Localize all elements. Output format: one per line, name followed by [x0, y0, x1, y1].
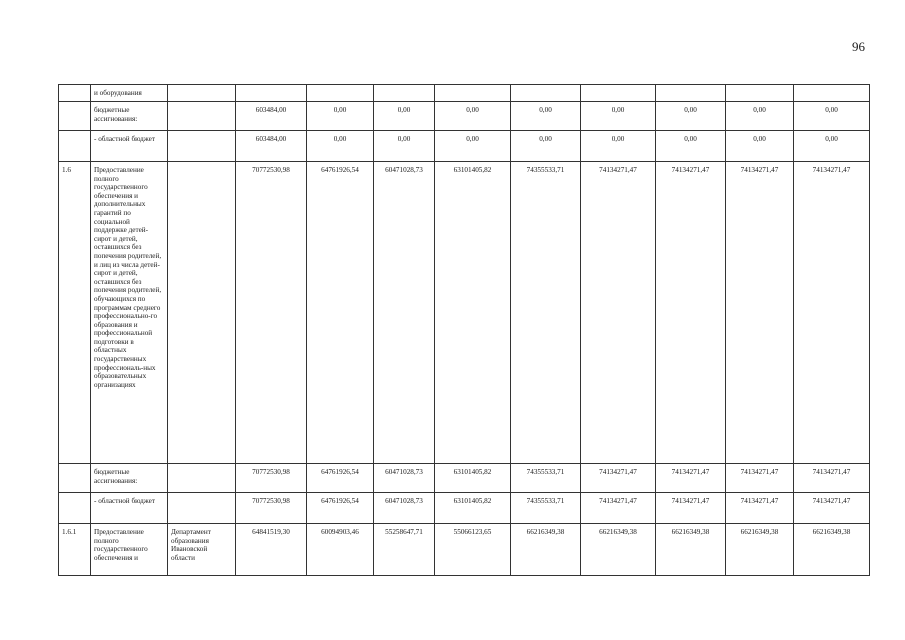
row-executor-cell [168, 85, 236, 102]
row-value-cell: 74355533,71 [511, 464, 581, 493]
row-value-cell: 64761926,54 [307, 464, 374, 493]
row-code-cell: 1.6 [59, 162, 91, 464]
row-value-cell: 0,00 [656, 131, 726, 162]
row-value-cell [794, 85, 870, 102]
page-number: 96 [852, 39, 865, 54]
row-value-cell: 64761926,54 [307, 162, 374, 464]
row-value-cell: 74134271,47 [656, 493, 726, 524]
row-value-cell: 74355533,71 [511, 162, 581, 464]
row-value-cell: 66216349,38 [581, 524, 656, 576]
row-value-cell: 70772530,98 [236, 162, 307, 464]
row-value-cell: 0,00 [794, 131, 870, 162]
row-value-cell: 0,00 [794, 102, 870, 131]
table-row [59, 85, 870, 102]
row-value-cell: 74134271,47 [794, 162, 870, 464]
row-value-cell: 603484,00 [236, 102, 307, 131]
row-value-cell: 63101405,82 [435, 464, 511, 493]
row-value-cell: 70772530,98 [236, 493, 307, 524]
row-value-cell: 60471028,73 [374, 162, 435, 464]
row-value-cell: 64761926,54 [307, 493, 374, 524]
row-code-cell [59, 464, 91, 493]
row-value-cell [307, 85, 374, 102]
row-value-cell: 0,00 [511, 102, 581, 131]
row-name-cell: Предоставление полного государственного обеспечения и дополнительных гарантий по социальной поддержке детей-сирот и детей, оставшихся без попечения родителей, и лиц из числа детей-сирот и детей, оставшихся без попечения родителей, обучающихся по программам среднего профессионально-го образования и профессиональной подготовки в областных государственных профессиональ-ных образовательных организациях [91, 162, 168, 464]
row-executor-cell: Департамент образования Ивановской области [168, 524, 236, 576]
row-value-cell: 66216349,38 [511, 524, 581, 576]
row-code-cell [59, 85, 91, 102]
row-value-cell: 74134271,47 [656, 464, 726, 493]
row-value-cell [435, 85, 511, 102]
row-value-cell: 0,00 [656, 102, 726, 131]
row-value-cell [374, 85, 435, 102]
table-body [59, 85, 870, 576]
row-code-cell: 1.6.1 [59, 524, 91, 576]
row-value-cell: 0,00 [511, 131, 581, 162]
row-executor-cell [168, 102, 236, 131]
row-executor-cell [168, 162, 236, 464]
row-value-cell: 60471028,73 [374, 493, 435, 524]
row-value-cell: 66216349,38 [794, 524, 870, 576]
row-value-cell: 55066123,65 [435, 524, 511, 576]
row-code-cell [59, 493, 91, 524]
row-value-cell: 0,00 [307, 131, 374, 162]
row-value-cell: 74134271,47 [726, 493, 794, 524]
table-row [59, 464, 870, 493]
budget-table [58, 84, 870, 576]
row-name-cell: бюджетные ассигнования: [91, 464, 168, 493]
row-value-cell: 60094903,46 [307, 524, 374, 576]
row-value-cell: 55258647,71 [374, 524, 435, 576]
row-value-cell [726, 85, 794, 102]
row-value-cell: 63101405,82 [435, 493, 511, 524]
row-value-cell: 0,00 [726, 131, 794, 162]
row-executor-cell [168, 131, 236, 162]
row-value-cell: 603484,00 [236, 131, 307, 162]
row-name-cell: бюджетные ассигнования: [91, 102, 168, 131]
row-value-cell: 63101405,82 [435, 162, 511, 464]
row-value-cell: 74134271,47 [794, 464, 870, 493]
row-code-cell [59, 131, 91, 162]
row-name-cell: - областной бюджет [91, 131, 168, 162]
row-value-cell: 74355533,71 [511, 493, 581, 524]
row-value-cell: 74134271,47 [794, 493, 870, 524]
row-value-cell: 60471028,73 [374, 464, 435, 493]
row-value-cell: 66216349,38 [726, 524, 794, 576]
table-row [59, 493, 870, 524]
row-value-cell [581, 85, 656, 102]
row-value-cell: 0,00 [581, 102, 656, 131]
row-value-cell: 64841519,30 [236, 524, 307, 576]
row-value-cell: 0,00 [435, 131, 511, 162]
row-value-cell: 66216349,38 [656, 524, 726, 576]
table-row [59, 162, 870, 464]
row-executor-cell [168, 464, 236, 493]
table-row [59, 524, 870, 576]
row-value-cell: 74134271,47 [581, 464, 656, 493]
row-value-cell: 0,00 [307, 102, 374, 131]
row-name-cell: - областной бюджет [91, 493, 168, 524]
row-value-cell: 74134271,47 [656, 162, 726, 464]
row-value-cell: 74134271,47 [726, 464, 794, 493]
row-name-cell: и оборудования [91, 85, 168, 102]
table-row [59, 131, 870, 162]
row-executor-cell [168, 493, 236, 524]
row-value-cell [236, 85, 307, 102]
row-value-cell: 0,00 [581, 131, 656, 162]
row-value-cell [656, 85, 726, 102]
row-value-cell: 74134271,47 [581, 162, 656, 464]
row-name-cell: Предоставление полного государственного обеспечения и [91, 524, 168, 576]
row-value-cell: 74134271,47 [581, 493, 656, 524]
row-value-cell: 74134271,47 [726, 162, 794, 464]
row-value-cell: 0,00 [374, 131, 435, 162]
row-value-cell: 0,00 [435, 102, 511, 131]
table-row [59, 102, 870, 131]
row-code-cell [59, 102, 91, 131]
row-value-cell [511, 85, 581, 102]
row-value-cell: 70772530,98 [236, 464, 307, 493]
row-value-cell: 0,00 [374, 102, 435, 131]
row-value-cell: 0,00 [726, 102, 794, 131]
